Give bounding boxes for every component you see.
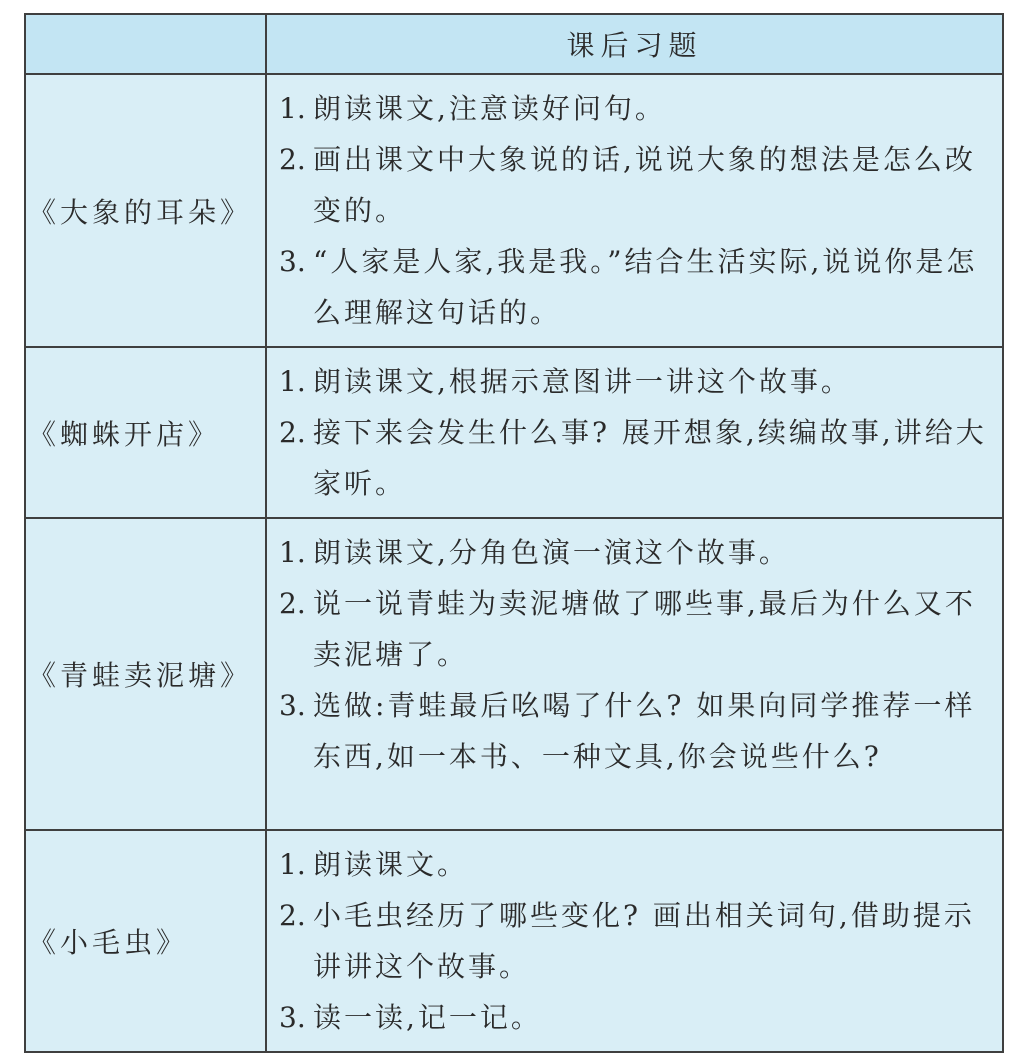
lesson-row xyxy=(25,347,1003,518)
exercise-text: 选做:青蛙最后吆喝了什么? 如果向同学推荐一样东西,如一本书、一种文具,你会说些什么? xyxy=(313,689,976,773)
exercise-number: 3. xyxy=(279,1001,306,1034)
exercise-item xyxy=(279,407,988,509)
exercise-item xyxy=(279,236,988,338)
header-row xyxy=(25,14,1003,74)
exercise-item xyxy=(279,578,988,680)
exercise-list xyxy=(266,830,1003,1052)
exercise-number: 1. xyxy=(279,848,306,881)
exercise-text: 朗读课文,注意读好问句。 xyxy=(313,92,666,125)
exercise-number: 2. xyxy=(279,416,306,449)
exercise-list xyxy=(266,347,1003,518)
lesson-row xyxy=(25,74,1003,347)
exercise-number: 1. xyxy=(279,536,306,569)
exercise-number: 2. xyxy=(279,899,306,932)
header-exercises-cell: 课后习题 xyxy=(266,14,1003,74)
exercise-number: 1. xyxy=(279,365,306,398)
exercise-text: 朗读课文。 xyxy=(313,848,469,881)
exercise-number: 1. xyxy=(279,92,306,125)
lesson-row xyxy=(25,830,1003,1052)
exercise-number: 3. xyxy=(279,245,306,278)
exercise-item xyxy=(279,83,988,134)
exercise-list xyxy=(266,518,1003,830)
exercise-list xyxy=(266,74,1003,347)
exercise-item xyxy=(279,680,988,782)
exercise-text: 接下来会发生什么事? 展开想象,续编故事,讲给大家听。 xyxy=(313,416,987,500)
exercise-text: 说一说青蛙为卖泥塘做了哪些事,最后为什么又不卖泥塘了。 xyxy=(313,587,976,671)
exercise-text: 画出课文中大象说的话,说说大象的想法是怎么改变的。 xyxy=(313,143,976,227)
exercise-item xyxy=(279,839,988,890)
exercise-item xyxy=(279,527,988,578)
exercise-item xyxy=(279,992,988,1043)
exercise-text: 小毛虫经历了哪些变化? 画出相关词句,借助提示讲讲这个故事。 xyxy=(313,899,975,983)
exercise-text: 朗读课文,根据示意图讲一讲这个故事。 xyxy=(313,365,852,398)
exercise-text: 读一读,记一记。 xyxy=(313,1001,542,1034)
exercise-text: 朗读课文,分角色演一演这个故事。 xyxy=(313,536,790,569)
lesson-title: 《大象的耳朵》 xyxy=(25,74,266,347)
exercise-item xyxy=(279,890,988,992)
lesson-title: 《青蛙卖泥塘》 xyxy=(25,518,266,830)
exercise-table xyxy=(24,13,1004,1053)
header-lesson-cell xyxy=(25,14,266,74)
exercise-number: 2. xyxy=(279,587,306,620)
exercise-number: 3. xyxy=(279,689,306,722)
lesson-title: 《蜘蛛开店》 xyxy=(25,347,266,518)
exercise-text: “人家是人家,我是我。”结合生活实际,说说你是怎么理解这句话的。 xyxy=(313,245,978,329)
exercise-item xyxy=(279,134,988,236)
exercise-item xyxy=(279,356,988,407)
lesson-title: 《小毛虫》 xyxy=(25,830,266,1052)
lesson-row xyxy=(25,518,1003,830)
exercise-number: 2. xyxy=(279,143,306,176)
